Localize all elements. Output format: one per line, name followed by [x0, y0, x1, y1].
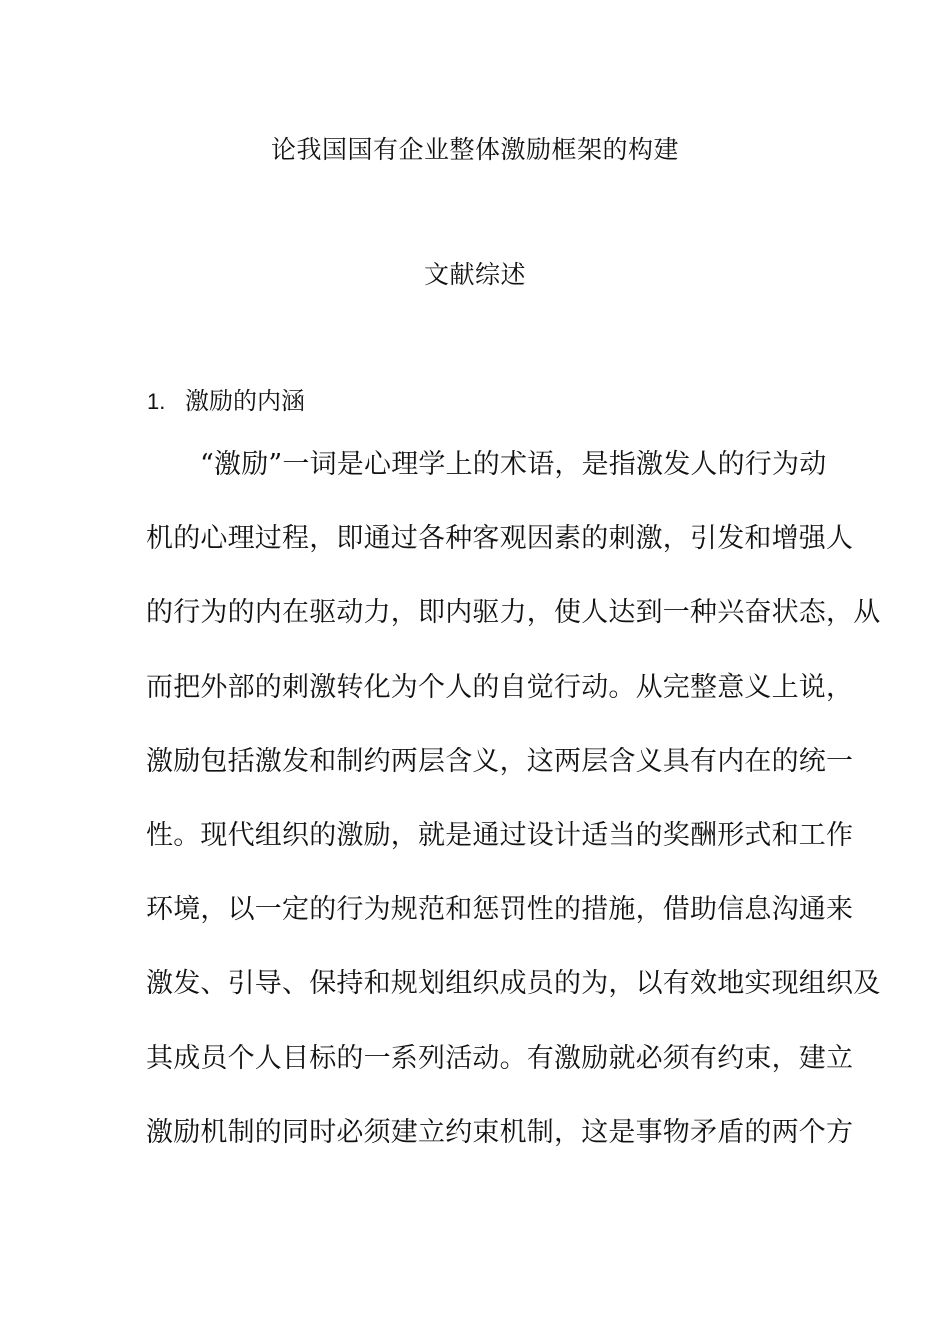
- paragraph-line: 的行为的内在驱动力，即内驱力，使人达到一种兴奋状态，从: [146, 597, 881, 629]
- paragraph-line: 机的心理过程，即通过各种客观因素的刺激，引发和增强人: [146, 523, 854, 555]
- paragraph: [146, 441, 881, 1183]
- section-title: 激励的内涵: [185, 387, 305, 415]
- paragraph-line: 激励机制的同时必须建立约束机制，这是事物矛盾的两个方: [146, 1116, 854, 1148]
- paragraph-line: 激励包括激发和制约两层含义，这两层含义具有内在的统一: [146, 745, 854, 777]
- paragraph-line: 性。现代组织的激励，就是通过设计适当的奖酬形式和工作: [146, 819, 854, 851]
- document-title: 论我国国有企业整体激励框架的构建: [270, 135, 679, 164]
- paragraph-line: “激励”一词是心理学上的术语，是指激发人的行为动: [200, 449, 827, 480]
- document-subtitle: 文献综述: [423, 260, 526, 289]
- paragraph-line: 环境，以一定的行为规范和惩罚性的措施，借助信息沟通来: [146, 894, 854, 926]
- paragraph-line: 而把外部的刺激转化为个人的自觉行动。从完整意义上说，: [146, 671, 854, 703]
- section-number: 1.: [147, 389, 166, 414]
- paragraph-line: 激发、引导、保持和规划组织成员的为，以有效地实现组织及: [146, 968, 881, 1000]
- section-heading: [147, 386, 305, 417]
- paragraph-line: 其成员个人目标的一系列活动。有激励就必须有约束，建立: [146, 1042, 854, 1074]
